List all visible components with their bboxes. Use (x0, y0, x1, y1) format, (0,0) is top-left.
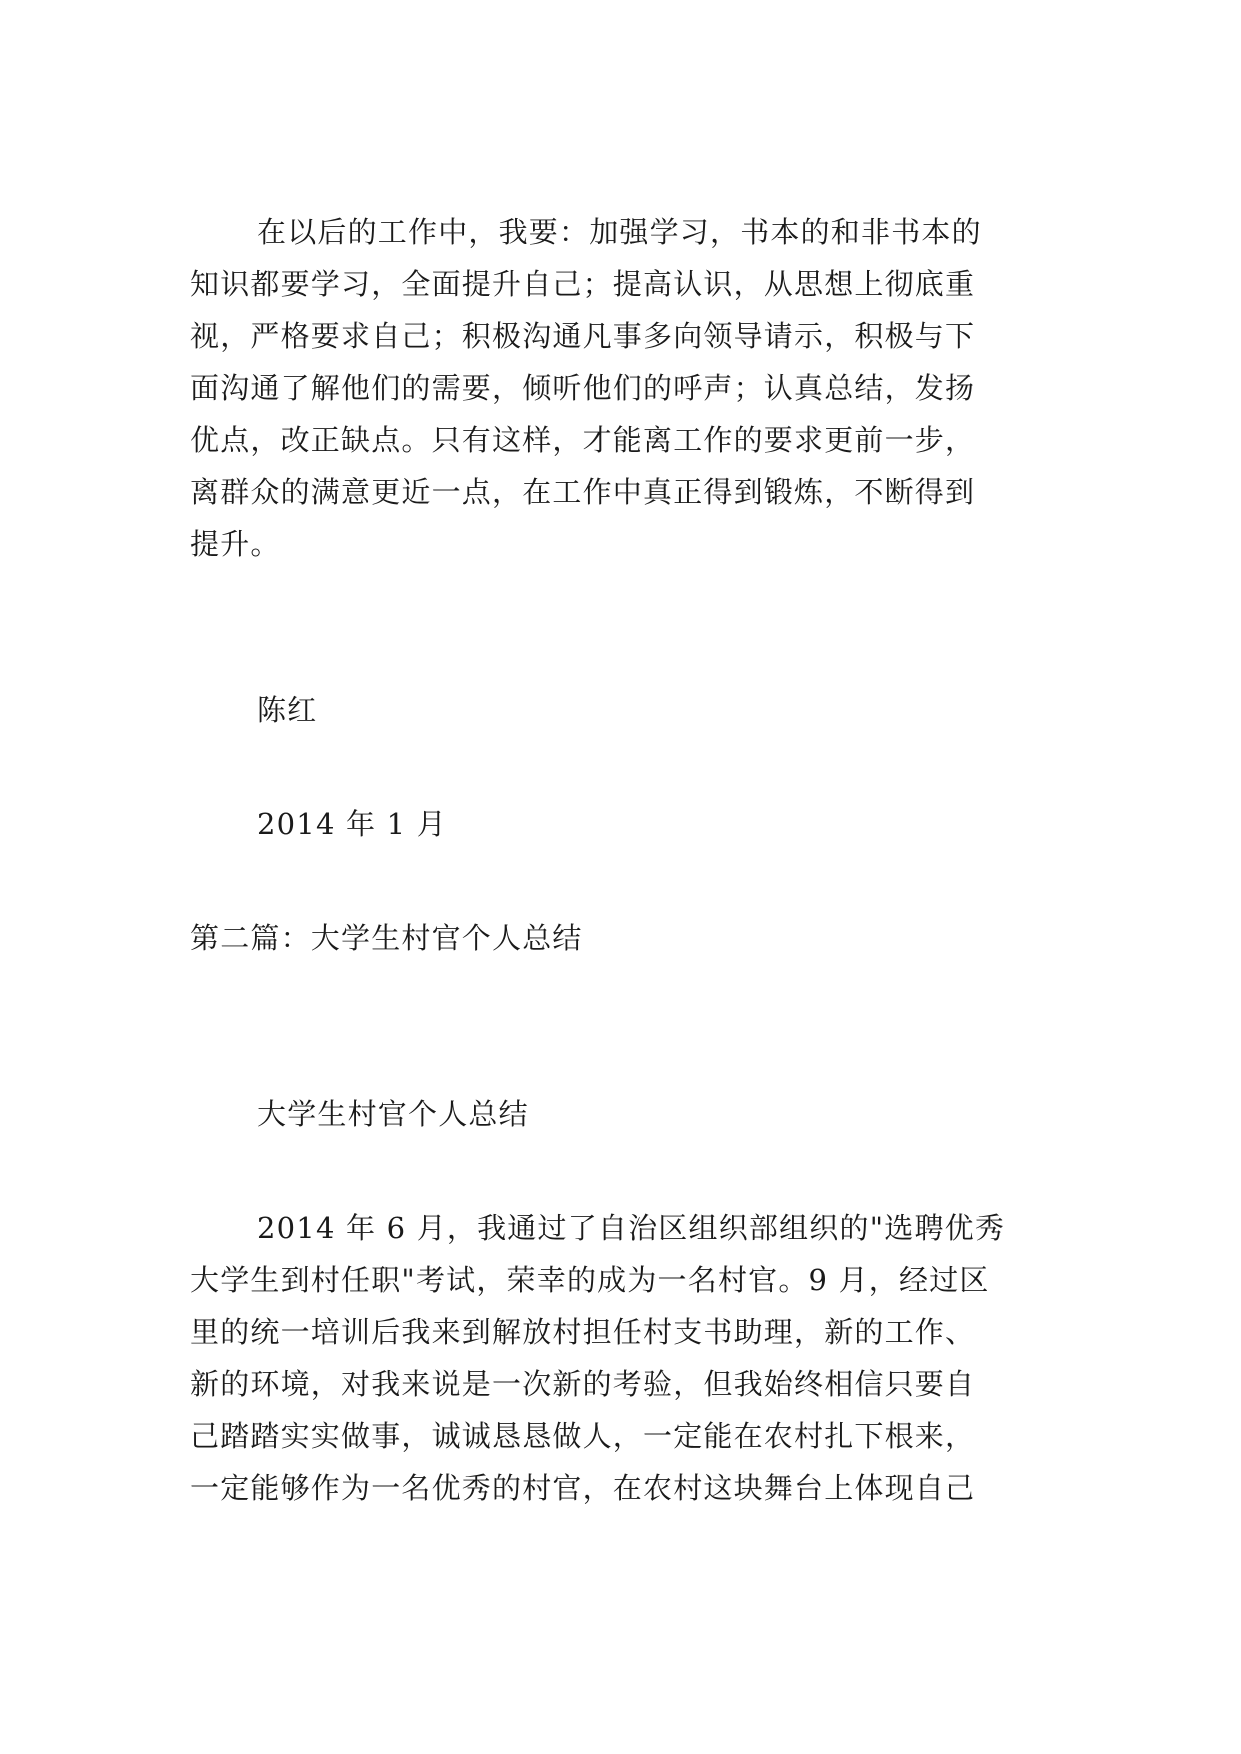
paragraph-line: 己踏踏实实做事，诚诚恳恳做人，一定能在农村扎下根来， (190, 1419, 976, 1453)
signature-date: 2014 年 1 月 (257, 807, 447, 841)
paragraph-line: 离群众的满意更近一点，在工作中真正得到锻炼，不断得到 (190, 475, 976, 509)
paragraph-line: 里的统一培训后我来到解放村担任村支书助理，新的工作、 (190, 1315, 976, 1349)
paragraph-line: 知识都要学习，全面提升自己；提高认识，从思想上彻底重 (190, 267, 976, 301)
paragraph-line: 2014 年 6 月，我通过了自治区组织部组织的"选聘优秀 (257, 1211, 1006, 1245)
paragraph-line: 优点，改正缺点。只有这样，才能离工作的要求更前一步， (190, 423, 976, 457)
section-title: 大学生村官个人总结 (257, 1097, 529, 1131)
paragraph-line: 视，严格要求自己；积极沟通凡事多向领导请示，积极与下 (190, 319, 976, 353)
paragraph-line: 一定能够作为一名优秀的村官，在农村这块舞台上体现自己 (190, 1471, 976, 1505)
paragraph-line: 在以后的工作中，我要：加强学习，书本的和非书本的 (257, 215, 982, 249)
signature-name: 陈红 (257, 693, 318, 727)
section-heading: 第二篇：大学生村官个人总结 (190, 921, 583, 955)
paragraph-line: 新的环境，对我来说是一次新的考验，但我始终相信只要自 (190, 1367, 976, 1401)
paragraph-line: 大学生到村任职"考试，荣幸的成为一名村官。9 月，经过区 (190, 1263, 990, 1297)
paragraph-line: 面沟通了解他们的需要，倾听他们的呼声；认真总结，发扬 (190, 371, 976, 405)
paragraph-line: 提升。 (190, 527, 281, 561)
